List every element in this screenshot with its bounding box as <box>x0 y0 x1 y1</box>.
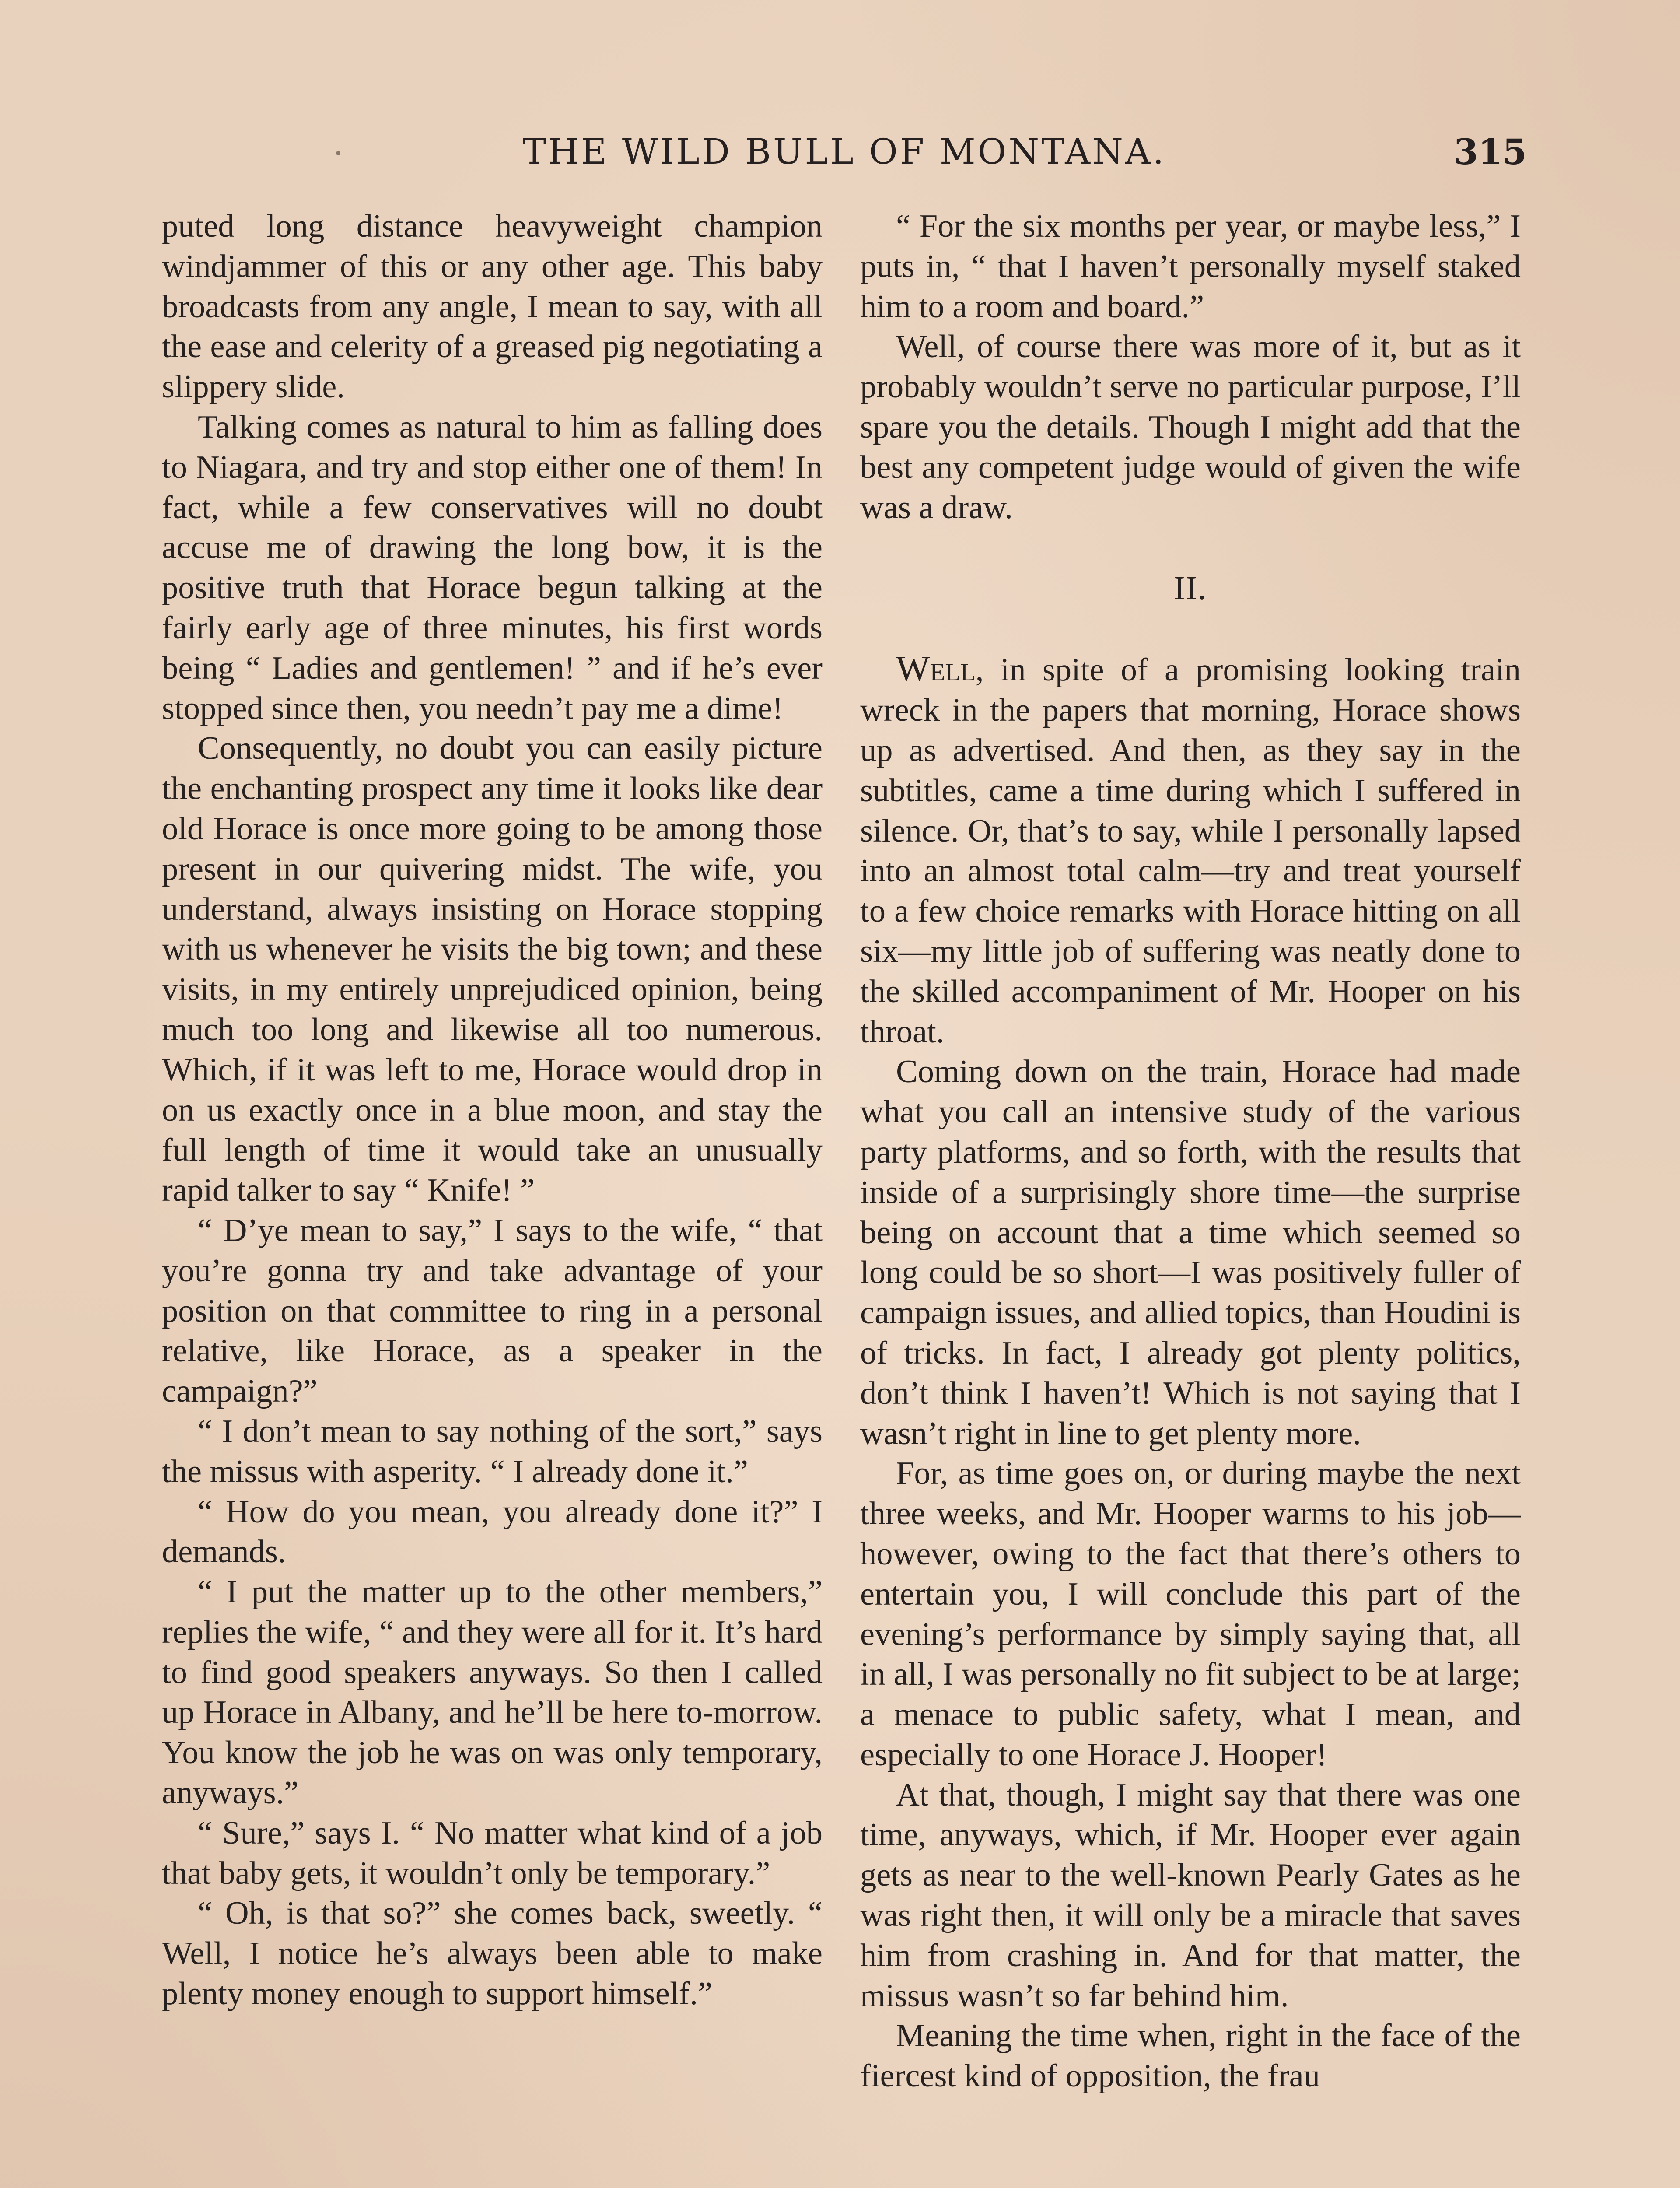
paragraph: At that, though, I might say that there was one time, anyways, which, if Mr. Hooper ever again gets as near to the well-known Pearly Gates as he was right then, it will only be a miracle that saves him from crashing in. And for that matter, the missus wasn’t so far behind him. <box>860 1777 1521 2014</box>
section-heading: II. <box>1174 570 1207 607</box>
right-column <box>860 207 1521 2097</box>
paragraph: Meaning the time when, right in the face of the fiercest kind of opposition, the frau <box>860 2018 1521 2094</box>
paragraph <box>860 649 1521 1052</box>
left-column <box>162 207 822 2014</box>
running-header <box>162 128 1527 176</box>
ink-speck <box>336 151 340 155</box>
paragraph: “ I don’t mean to say nothing of the sort,” says the missus with asperity. “ I already done it.” <box>162 1413 822 1490</box>
paragraph: “ For the six months per year, or maybe less,” I puts in, “ that I haven’t personally myself staked him to a room and board.” <box>860 208 1521 325</box>
paragraph: Well, of course there was more of it, but as it probably wouldn’t serve no particular purpose, I’ll spare you the details. Though I might add that the best any competent judge would of given the wife was a draw. <box>860 329 1521 526</box>
paragraph: “ D’ye mean to say,” I says to the wife, “ that you’re gonna try and take advantage of your position on that committee to ring in a personal relative, like Horace, as a speaker in the campaign?” <box>162 1212 822 1410</box>
paragraph: Consequently, no doubt you can easily picture the enchanting prospect any time it looks like dear old Horace is once more going to be among those present in our quivering midst. The wife, you understand, always insisting on Horace stopping with us whenever he visits the big town; and these visits, in my entirely unprejudiced opinion, being much too long and likewise all too numerous. Which, if it was left to me, Horace would drop in on us exactly once in a blue moon, and stay the full length of time it would take an unusually rapid talker to say “ Knife! ” <box>162 730 822 1209</box>
paragraph: Coming down on the train, Horace had made what you call an intensive study of the various party platforms, and so forth, with the results that inside of a surprisingly shore time—the surprise being on account that a time which seemed so long could be so short—I was positively fuller of campaign issues, and allied topics, than Houdini is of tricks. In fact, I already got plenty politics, don’t think I haven’t! Which is not saying that I wasn’t right in line to get plenty more. <box>860 1054 1521 1452</box>
paragraph: For, as time goes on, or during maybe the next three weeks, and Mr. Hooper warms to his job—however, owing to the fact that there’s others to entertain you, I will conclude this part of the evening’s performance by simply saying that, all in all, I was personally no fit subject to be at large; a menace to public safety, what I mean, and especially to one Horace J. Hooper! <box>860 1455 1521 1773</box>
paragraph: Talking comes as natural to him as falling does to Niagara, and try and stop either one of them! In fact, while a few conservatives will no doubt accuse me of drawing the long bow, it is the positive truth that Horace begun talking at the fairly early age of three minutes, his first words being “ Ladies and gentlemen! ” and if he’s ever stopped since then, you needn’t pay me a dime! <box>162 409 822 726</box>
drop-lead-word: Well <box>896 649 976 689</box>
paragraph: “ Oh, is that so?” she comes back, sweetly. “ Well, I notice he’s always been able to make plenty money enough to support himself.” <box>162 1895 822 2012</box>
paragraph: “ I put the matter up to the other members,” replies the wife, “ and they were all for it. It’s hard to find good speakers anyways. So then I called up Horace in Albany, and he’ll be here to-morrow. You know the job he was on was only temporary, anyways.” <box>162 1574 822 1811</box>
page-number: 315 <box>1454 131 1527 172</box>
paragraph: “ How do you mean, you already done it?” I demands. <box>162 1494 822 1570</box>
paragraph: “ Sure,” says I. “ No matter what kind of a job that baby gets, it wouldn’t only be temporary.” <box>162 1815 822 1891</box>
paragraph-text: , in spite of a promising looking train wreck in the papers that morning, Horace shows up as advertised. And then, as they say in the subtitles, came a time during which I suffered in silence. Or, that’s to say, while I personally lapsed into an almost total calm—try and treat yourself to a few choice remarks with Horace hitting on all six—my little job of suffering was neatly done to the skilled accompaniment of Mr. Hooper on his throat. <box>860 652 1521 1050</box>
running-title: THE WILD BULL OF MONTANA. <box>522 131 1166 172</box>
paragraph: puted long distance heavyweight champion windjammer of this or any other age. This baby broadcasts from any angle, I mean to say, with all the ease and celerity of a greased pig negotiating a slippery slide. <box>162 208 822 405</box>
